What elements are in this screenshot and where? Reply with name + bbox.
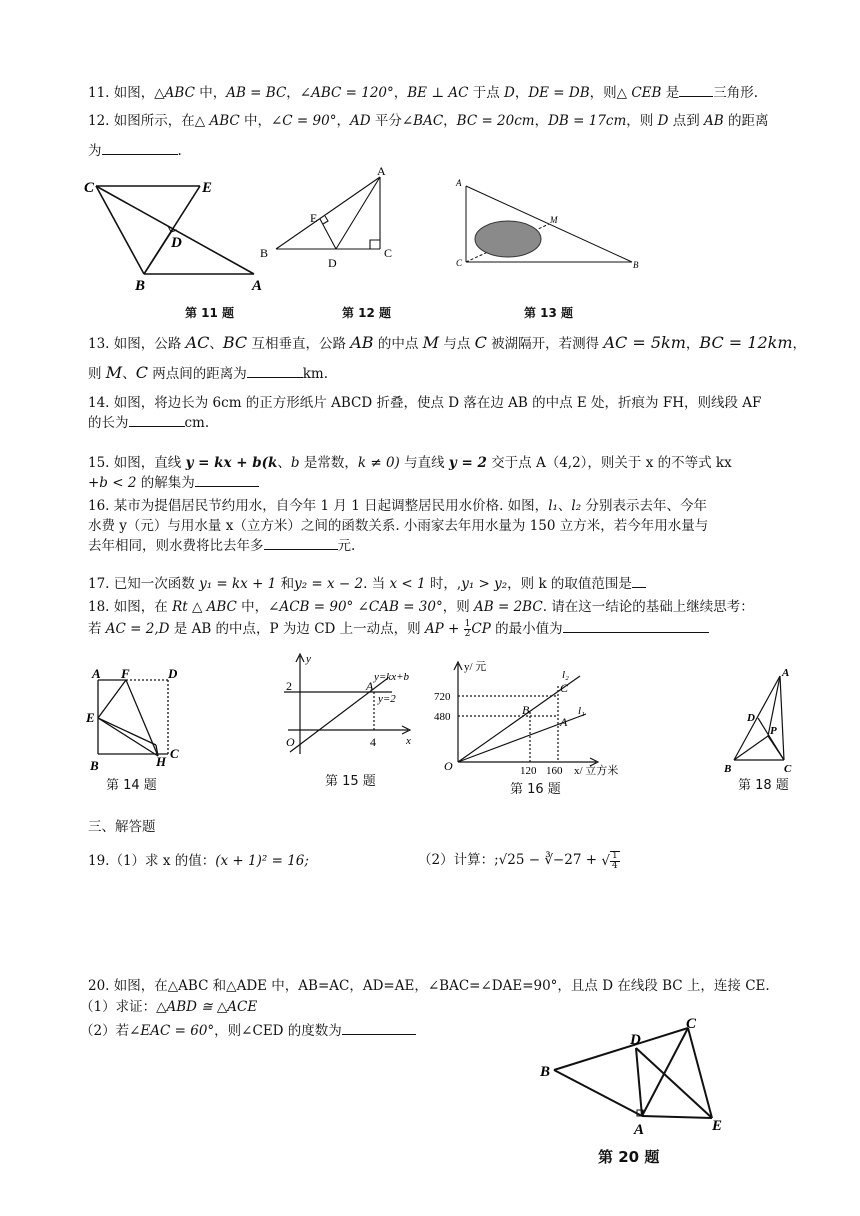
- label-c: C: [560, 681, 569, 695]
- label-d: D: [171, 235, 182, 251]
- question-15-cont: +b < 2 的解集为: [88, 474, 259, 492]
- question-13: 13. 如图，公路 AC、BC 互相垂直，公路 AB 的中点 M 与点 C 被湖隔开，若测得 AC = 5km，BC = 12km，: [88, 333, 807, 352]
- fraction-half: $\frac{1}{2}$: [464, 619, 471, 639]
- question-20-part1: （1）求证：△ABD ≅ △ACE: [80, 999, 258, 1015]
- question-19: 19.（1）求 x 的值：(x + 1)² = 16;: [88, 853, 309, 869]
- label-h: H: [156, 754, 167, 769]
- question-19-part2: （2）计算：;√25 − ∛−27 + √ $\frac{1}{4}$: [418, 848, 620, 873]
- caption-16: 第 16 题: [510, 782, 561, 797]
- label-a: A: [560, 715, 568, 729]
- label-a: A: [456, 178, 462, 188]
- answer-blank[interactable]: [342, 1022, 416, 1035]
- figure-18: [722, 664, 798, 776]
- label-d: D: [328, 256, 337, 270]
- label-d: D: [630, 1032, 641, 1048]
- label-y: y: [306, 653, 311, 665]
- label-a: A: [92, 666, 101, 681]
- sqrt-quarter: √ $\frac{1}{4}$: [601, 851, 618, 871]
- figure-11: [80, 172, 270, 294]
- answer-blank[interactable]: [195, 474, 259, 487]
- caption-18: 第 18 题: [738, 778, 789, 793]
- label-e: E: [712, 1118, 723, 1134]
- label-l2: l₂: [562, 669, 569, 681]
- caption-11: 第 11 题: [185, 306, 235, 320]
- label-f: F: [121, 666, 130, 681]
- label-a: A: [366, 679, 374, 693]
- label-a: A: [782, 667, 790, 679]
- label-c: C: [686, 1016, 697, 1032]
- label-480: 480: [434, 711, 451, 723]
- label-c: C: [170, 746, 179, 761]
- label-b: B: [90, 758, 99, 773]
- label-b: B: [260, 246, 269, 260]
- label-xlabel: x/ 立方米: [574, 765, 619, 776]
- question-20: 20. 如图，在△ABC 和△ADE 中，AB=AC，AD=AE，∠BAC=∠DAE=90°，且点 D 在线段 BC 上，连接 CE.: [88, 978, 770, 994]
- caption-14: 第 14 题: [106, 778, 157, 793]
- label-a: A: [377, 164, 386, 178]
- question-13-cont: 则 M、C 两点间的距离为 km.: [88, 363, 329, 382]
- figure-12: [254, 163, 404, 273]
- question-20-part2: （2）若∠EAC = 60°，则∠CED 的度数为: [80, 1022, 416, 1040]
- label-2: 2: [286, 679, 292, 693]
- caption-20: 第 20 题: [598, 1148, 660, 1166]
- label-o: O: [286, 735, 295, 749]
- question-17: 17. 已知一次函数 y₁ = kx + 1 和y₂ = x − 2. 当 x < 1 时，,y₁ > y₂，则 k 的取值范围是: [88, 575, 646, 593]
- question-16: 16. 某市为提倡居民节约用水，自今年 1 月 1 日起调整居民用水价格. 如图，l₁、l₂ 分别表示去年、今年: [88, 498, 707, 514]
- label-b: B: [724, 763, 732, 775]
- question-16-cont: 水费 y（元）与用水量 x（立方米）之间的函数关系. 小雨家去年用水量为 150 立方米，若今年用水量与: [88, 518, 709, 534]
- question-18-cont: 若 AC = 2,D 是 AB 的中点，P 为边 CD 上一动点，则 AP + $\frac{1}{2}$ CP 的最小值为: [88, 620, 709, 639]
- label-4: 4: [370, 735, 376, 749]
- label-c: C: [84, 180, 95, 196]
- question-11: 11. 如图，△ABC 中，AB = BC，∠ABC = 120°，BE ⊥ AC 于点 D，DE = DB，则△ CEB 是 三角形.: [88, 85, 759, 101]
- figure-16: [434, 658, 634, 776]
- figure-14: [84, 662, 196, 776]
- caption-12: 第 12 题: [342, 306, 392, 320]
- label-c: C: [384, 246, 393, 260]
- label-a: A: [252, 278, 263, 294]
- caption-15: 第 15 题: [325, 774, 376, 789]
- label-p: P: [770, 725, 777, 737]
- figure-20: [536, 1014, 746, 1144]
- section-heading: 三、解答题: [88, 819, 156, 835]
- question-16-cont2: 去年相同，则水费将比去年多 元.: [88, 538, 356, 554]
- label-160: 160: [546, 765, 563, 776]
- label-720: 720: [434, 691, 451, 703]
- label-120: 120: [520, 765, 537, 776]
- label-e: E: [86, 710, 95, 725]
- answer-blank[interactable]: [129, 414, 185, 427]
- answer-blank[interactable]: [247, 365, 303, 378]
- label-x: x: [406, 735, 411, 747]
- label-y2: y=2: [378, 693, 396, 705]
- label-line: y=kx+b: [374, 671, 409, 683]
- label-d: D: [747, 712, 755, 724]
- answer-blank[interactable]: [632, 575, 646, 588]
- figure-13: [452, 170, 652, 272]
- label-e: E: [202, 180, 213, 196]
- label-a: A: [634, 1122, 645, 1138]
- label-b: B: [633, 260, 639, 270]
- label-c: C: [456, 258, 463, 268]
- question-14-cont: 的长为 cm.: [88, 415, 210, 431]
- answer-blank[interactable]: [102, 142, 178, 155]
- label-d: D: [168, 666, 178, 681]
- label-b: B: [540, 1064, 551, 1080]
- question-14: 14. 如图，将边长为 6cm 的正方形纸片 ABCD 折叠，使点 D 落在边 AB 的中点 E 处，折痕为 FH，则线段 AF: [88, 395, 762, 411]
- answer-blank[interactable]: [563, 620, 709, 633]
- label-b: B: [135, 278, 146, 294]
- question-15: 15. 如图，直线 y = kx + b(k、b 是常数，k ≠ 0) 与直线 y = 2 交于点 A（4,2），则关于 x 的不等式 kx: [88, 455, 732, 471]
- label-b: B: [522, 703, 530, 717]
- answer-blank[interactable]: [679, 84, 713, 97]
- caption-13: 第 13 题: [524, 306, 574, 320]
- label-l1: l₁: [578, 705, 585, 717]
- question-12-cont: 为 .: [88, 143, 182, 159]
- label-o: O: [444, 759, 453, 773]
- figure-15: [280, 650, 420, 765]
- label-e: E: [310, 211, 318, 225]
- label-m: M: [550, 215, 558, 225]
- label-ylabel: y/ 元: [464, 661, 487, 673]
- question-12: 12. 如图所示，在△ ABC 中，∠C = 90°，AD 平分∠BAC，BC = 20cm，DB = 17cm，则 D 点到 AB 的距离: [88, 113, 769, 129]
- label-c: C: [784, 763, 792, 775]
- answer-blank[interactable]: [264, 537, 338, 550]
- question-18: 18. 如图，在 Rt △ ABC 中，∠ACB = 90° ∠CAB = 30°，则 AB = 2BC. 请在这一结论的基础上继续思考：: [88, 599, 754, 615]
